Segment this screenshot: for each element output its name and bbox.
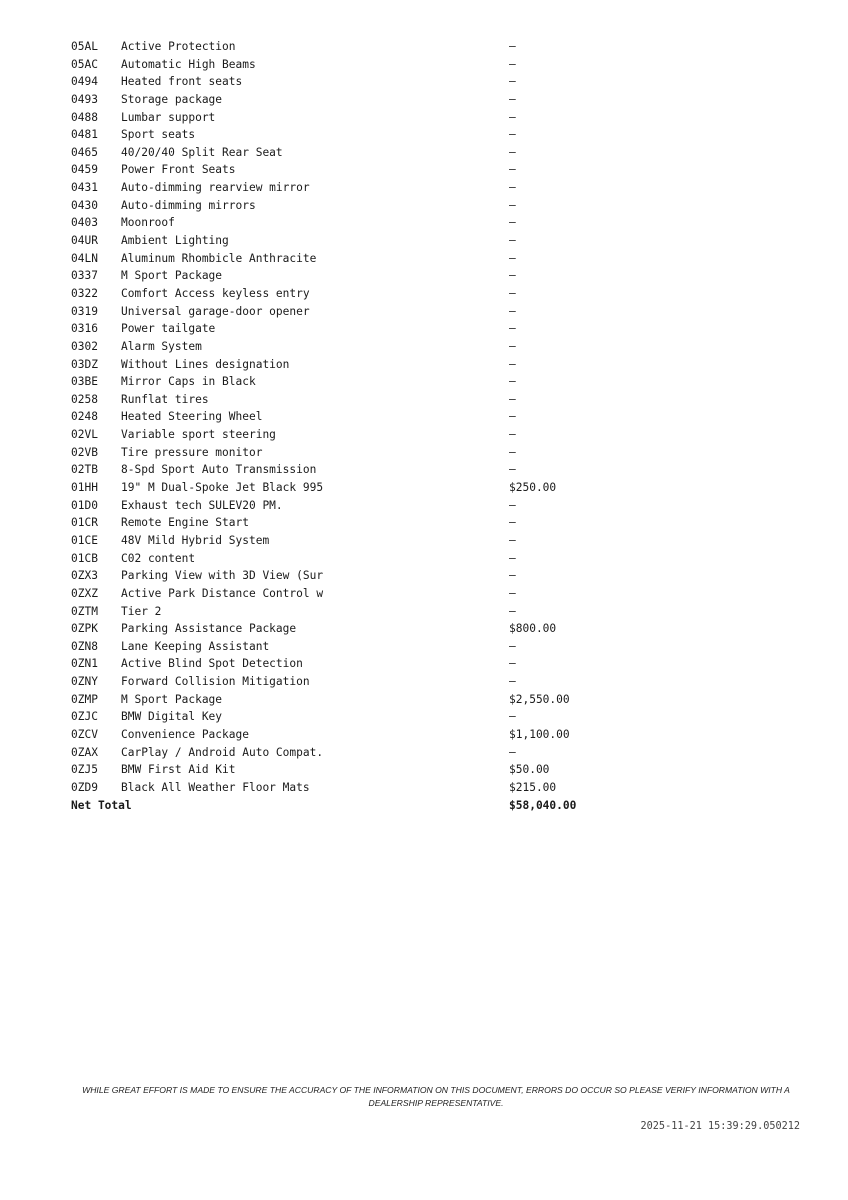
net-total-value: $58,040.00 bbox=[509, 798, 577, 812]
option-description: Moonroof bbox=[121, 216, 175, 230]
option-price: — bbox=[509, 339, 516, 353]
option-code: 0258 bbox=[71, 392, 98, 406]
option-row bbox=[71, 461, 611, 479]
option-price: $2,550.00 bbox=[509, 692, 570, 706]
option-price: — bbox=[509, 463, 516, 477]
option-price: — bbox=[509, 569, 516, 583]
option-row bbox=[71, 91, 611, 109]
option-code: 04LN bbox=[71, 251, 98, 265]
option-description: 19" M Dual-Spoke Jet Black 995 bbox=[121, 481, 324, 495]
option-price: $1,100.00 bbox=[509, 727, 570, 741]
option-price: — bbox=[509, 322, 516, 336]
option-price: $800.00 bbox=[509, 622, 557, 636]
option-price: $215.00 bbox=[509, 780, 557, 794]
option-row bbox=[71, 320, 611, 338]
option-description: Auto-dimming mirrors bbox=[121, 198, 256, 212]
option-row bbox=[71, 267, 611, 285]
option-code: 0ZPK bbox=[71, 622, 98, 636]
option-row bbox=[71, 56, 611, 74]
option-code: 0ZMP bbox=[71, 692, 98, 706]
option-row bbox=[71, 214, 611, 232]
option-price: — bbox=[509, 516, 516, 530]
option-row bbox=[71, 444, 611, 462]
option-price: — bbox=[509, 551, 516, 565]
option-code: 0403 bbox=[71, 216, 98, 230]
option-code: 0319 bbox=[71, 304, 98, 318]
option-rows bbox=[71, 38, 611, 797]
option-description: Automatic High Beams bbox=[121, 57, 256, 71]
option-price: — bbox=[509, 40, 516, 53]
option-row bbox=[71, 585, 611, 603]
option-price: — bbox=[509, 604, 516, 618]
option-price: — bbox=[509, 675, 516, 689]
option-price: — bbox=[509, 657, 516, 671]
option-code: 05AC bbox=[71, 57, 98, 71]
option-code: 04UR bbox=[71, 234, 98, 248]
option-description: Mirror Caps in Black bbox=[121, 375, 256, 389]
option-price: — bbox=[509, 375, 516, 389]
option-description: C02 content bbox=[121, 551, 196, 565]
option-description: Lane Keeping Assistant bbox=[121, 639, 270, 653]
option-price: — bbox=[509, 445, 516, 459]
option-code: 01CR bbox=[71, 516, 98, 530]
option-description: M Sport Package bbox=[121, 692, 223, 706]
option-row bbox=[71, 73, 611, 91]
option-description: Aluminum Rhombicle Anthracite bbox=[121, 251, 317, 265]
option-code: 0ZN1 bbox=[71, 657, 98, 671]
option-price: — bbox=[509, 286, 516, 300]
option-description: Heated Steering Wheel bbox=[121, 410, 263, 424]
option-row bbox=[71, 373, 611, 391]
option-code: 0ZJ5 bbox=[71, 763, 98, 777]
option-description: Active Blind Spot Detection bbox=[121, 657, 303, 671]
option-description: Tier 2 bbox=[121, 604, 162, 618]
option-description: BMW First Aid Kit bbox=[121, 763, 236, 777]
disclaimer-text: WHILE GREAT EFFORT IS MADE TO ENSURE THE ACCURACY OF THE INFORMATION ON THIS DOCUMENT, ERRORS DO OCCUR SO PLEASE VERIFY INFORMATION WITH A DEALERSHIP REPRESENTATIVE. bbox=[82, 1085, 790, 1108]
option-description: M Sport Package bbox=[121, 269, 223, 283]
option-row bbox=[71, 356, 611, 374]
option-row bbox=[71, 285, 611, 303]
option-row bbox=[71, 655, 611, 673]
option-code: 0ZAX bbox=[71, 745, 98, 759]
option-description: Variable sport steering bbox=[121, 428, 276, 442]
option-price: — bbox=[509, 745, 516, 759]
option-row bbox=[71, 603, 611, 621]
option-row bbox=[71, 497, 611, 515]
option-code: 0ZCV bbox=[71, 727, 98, 741]
option-description: Lumbar support bbox=[121, 110, 216, 124]
option-price: — bbox=[509, 251, 516, 265]
option-row bbox=[71, 144, 611, 162]
option-code: 0481 bbox=[71, 128, 98, 142]
option-code: 0248 bbox=[71, 410, 98, 424]
option-price: — bbox=[509, 428, 516, 442]
option-description: Tire pressure monitor bbox=[121, 445, 263, 459]
option-description: Parking View with 3D View (Sur bbox=[121, 569, 324, 583]
option-row bbox=[71, 161, 611, 179]
option-code: 0ZTM bbox=[71, 604, 98, 618]
option-code: 0494 bbox=[71, 75, 98, 89]
option-row bbox=[71, 761, 611, 779]
option-price: — bbox=[509, 198, 516, 212]
option-code: 0ZJC bbox=[71, 710, 98, 724]
option-code: 0430 bbox=[71, 198, 98, 212]
option-row bbox=[71, 691, 611, 709]
option-code: 03DZ bbox=[71, 357, 98, 371]
option-description: Black All Weather Floor Mats bbox=[121, 780, 310, 794]
option-row bbox=[71, 479, 611, 497]
option-row bbox=[71, 197, 611, 215]
option-description: Forward Collision Mitigation bbox=[121, 675, 310, 689]
option-row bbox=[71, 391, 611, 409]
option-row bbox=[71, 514, 611, 532]
option-code: 0488 bbox=[71, 110, 98, 124]
option-row bbox=[71, 38, 611, 56]
option-code: 03BE bbox=[71, 375, 98, 389]
option-price: — bbox=[509, 710, 516, 724]
option-price: $50.00 bbox=[509, 763, 550, 777]
option-description: 40/20/40 Split Rear Seat bbox=[121, 145, 283, 159]
option-price: $250.00 bbox=[509, 481, 557, 495]
option-code: 0316 bbox=[71, 322, 98, 336]
option-price: — bbox=[509, 498, 516, 512]
option-price: — bbox=[509, 392, 516, 406]
option-row bbox=[71, 567, 611, 585]
option-description: Power Front Seats bbox=[121, 163, 236, 177]
option-code: 0493 bbox=[71, 92, 98, 106]
option-price: — bbox=[509, 357, 516, 371]
option-price: — bbox=[509, 128, 516, 142]
option-price: — bbox=[509, 92, 516, 106]
option-description: Runflat tires bbox=[121, 392, 209, 406]
option-row bbox=[71, 408, 611, 426]
option-row bbox=[71, 109, 611, 127]
option-code: 01CB bbox=[71, 551, 98, 565]
option-row bbox=[71, 638, 611, 656]
net-total-label: Net Total bbox=[71, 798, 132, 812]
option-code: 0431 bbox=[71, 181, 98, 195]
option-price: — bbox=[509, 639, 516, 653]
option-description: Parking Assistance Package bbox=[121, 622, 297, 636]
option-description: Heated front seats bbox=[121, 75, 243, 89]
option-code: 0459 bbox=[71, 163, 98, 177]
option-price: — bbox=[509, 216, 516, 230]
options-table bbox=[71, 38, 611, 814]
option-description: Storage package bbox=[121, 92, 223, 106]
option-row bbox=[71, 126, 611, 144]
option-row bbox=[71, 179, 611, 197]
option-description: CarPlay / Android Auto Compat. bbox=[121, 745, 324, 759]
option-price: — bbox=[509, 304, 516, 318]
option-price: — bbox=[509, 75, 516, 89]
option-code: 0302 bbox=[71, 339, 98, 353]
option-description: Auto-dimming rearview mirror bbox=[121, 181, 310, 195]
option-description: Alarm System bbox=[121, 339, 202, 353]
option-price: — bbox=[509, 110, 516, 124]
option-price: — bbox=[509, 163, 516, 177]
option-row bbox=[71, 708, 611, 726]
option-row bbox=[71, 779, 611, 797]
option-price: — bbox=[509, 234, 516, 248]
option-price: — bbox=[509, 586, 516, 600]
option-description: Comfort Access keyless entry bbox=[121, 286, 310, 300]
option-row bbox=[71, 726, 611, 744]
option-code: 0322 bbox=[71, 286, 98, 300]
option-description: Ambient Lighting bbox=[121, 234, 229, 248]
option-code: 0ZNY bbox=[71, 675, 98, 689]
option-price: — bbox=[509, 145, 516, 159]
print-timestamp: 2025-11-21 15:39:29.050212 bbox=[640, 1121, 800, 1132]
option-description: Active Protection bbox=[121, 40, 236, 53]
option-description: Universal garage-door opener bbox=[121, 304, 310, 318]
option-price: — bbox=[509, 533, 516, 547]
option-price: — bbox=[509, 269, 516, 283]
option-description: 8-Spd Sport Auto Transmission bbox=[121, 463, 317, 477]
option-code: 01CE bbox=[71, 533, 98, 547]
net-total-row bbox=[71, 797, 611, 815]
option-description: Without Lines designation bbox=[121, 357, 290, 371]
option-row bbox=[71, 532, 611, 550]
option-description: Power tailgate bbox=[121, 322, 216, 336]
option-code: 01HH bbox=[71, 481, 98, 495]
option-row bbox=[71, 232, 611, 250]
option-code: 01D0 bbox=[71, 498, 98, 512]
option-price: — bbox=[509, 410, 516, 424]
option-code: 0ZXZ bbox=[71, 586, 98, 600]
option-description: 48V Mild Hybrid System bbox=[121, 533, 270, 547]
option-row bbox=[71, 744, 611, 762]
option-code: 05AL bbox=[71, 40, 98, 53]
option-row bbox=[71, 550, 611, 568]
option-code: 02VL bbox=[71, 428, 98, 442]
option-description: Convenience Package bbox=[121, 727, 249, 741]
option-description: Remote Engine Start bbox=[121, 516, 249, 530]
option-code: 0ZD9 bbox=[71, 780, 98, 794]
option-code: 0ZN8 bbox=[71, 639, 98, 653]
option-code: 0ZX3 bbox=[71, 569, 98, 583]
option-row bbox=[71, 338, 611, 356]
option-code: 02TB bbox=[71, 463, 98, 477]
option-code: 02VB bbox=[71, 445, 98, 459]
option-row bbox=[71, 426, 611, 444]
option-description: Sport seats bbox=[121, 128, 196, 142]
option-row bbox=[71, 673, 611, 691]
option-code: 0465 bbox=[71, 145, 98, 159]
option-description: Active Park Distance Control w bbox=[121, 586, 324, 600]
option-row bbox=[71, 620, 611, 638]
option-row bbox=[71, 250, 611, 268]
option-price: — bbox=[509, 57, 516, 71]
option-price: — bbox=[509, 181, 516, 195]
option-code: 0337 bbox=[71, 269, 98, 283]
option-description: Exhaust tech SULEV20 PM. bbox=[121, 498, 283, 512]
option-row bbox=[71, 303, 611, 321]
option-description: BMW Digital Key bbox=[121, 710, 223, 724]
